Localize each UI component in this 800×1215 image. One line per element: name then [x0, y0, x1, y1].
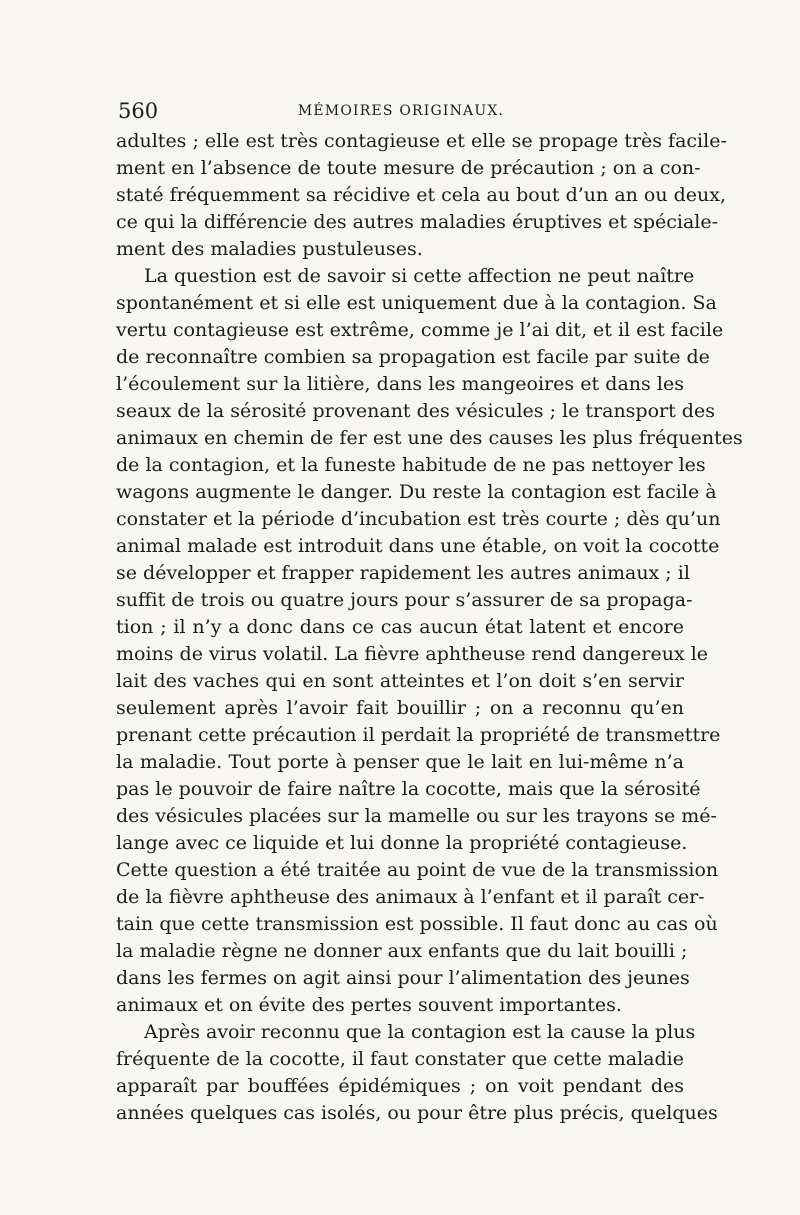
text-line: spontanément et si elle est uniquement due à la contagion. Sa — [116, 292, 717, 314]
running-title: MÉMOIRES ORIGINAUX. — [297, 103, 505, 119]
page-number: 560 — [118, 99, 159, 123]
body-text — [116, 128, 743, 1127]
text-line: constater et la période d’incubation est très courte ; dès qu’un — [116, 508, 721, 530]
text-line: prenant cette précaution il perdait la propriété de transmettre — [116, 724, 721, 746]
text-line: années quelques cas isolés, ou pour être plus précis, quelques — [116, 1102, 718, 1124]
text-line: seaux de la sérosité provenant des vésicules ; le transport des — [116, 400, 715, 422]
text-line: lange avec ce liquide et lui donne la propriété contagieuse. — [116, 832, 688, 854]
text-line: ment des maladies pustuleuses. — [116, 238, 423, 260]
text-line: des vésicules placées sur la mamelle ou sur les trayons se mé- — [116, 805, 717, 827]
text-line: moins de virus volatil. La fièvre aphtheuse rend dangereux le — [116, 643, 709, 665]
text-line: seulement après l’avoir fait bouillir ; on a reconnu qu’en — [116, 697, 684, 719]
text-line: pas le pouvoir de faire naître la cocotte, mais que la sérosité — [116, 778, 701, 800]
text-line: la maladie règne ne donner aux enfants que du lait bouilli ; — [116, 940, 688, 962]
text-line: adultes ; elle est très contagieuse et elle se propage très facile- — [116, 130, 727, 152]
text-line: apparaît par bouffées épidémiques ; on voit pendant des — [116, 1075, 684, 1097]
text-line: tion ; il n’y a donc dans ce cas aucun état latent et encore — [116, 616, 684, 638]
text-line: La question est de savoir si cette affection ne peut naître — [144, 265, 695, 287]
text-line: ce qui la différencie des autres maladies éruptives et spéciale- — [116, 211, 719, 233]
text-line: de reconnaître combien sa propagation est facile par suite de — [116, 346, 710, 368]
text-line: de la contagion, et la funeste habitude de ne pas nettoyer les — [116, 454, 706, 476]
text-line: animaux en chemin de fer est une des causes les plus fréquentes — [116, 427, 743, 449]
text-line: l’écoulement sur la litière, dans les mangeoires et dans les — [116, 373, 684, 395]
text-line: tain que cette transmission est possible. Il faut donc au cas où — [116, 913, 718, 935]
text-line: fréquente de la cocotte, il faut constater que cette maladie — [116, 1048, 684, 1070]
text-line: la maladie. Tout porte à penser que le lait en lui-même n’a — [116, 751, 684, 773]
text-line: se développer et frapper rapidement les autres animaux ; il — [116, 562, 690, 584]
text-line: wagons augmente le danger. Du reste la contagion est facile à — [116, 481, 717, 503]
text-line: lait des vaches qui en sont atteintes et l’on doit s’en servir — [116, 670, 684, 692]
text-line: animal malade est introduit dans une étable, on voit la cocotte — [116, 535, 720, 557]
text-line: dans les fermes on agit ainsi pour l’alimentation des jeunes — [116, 967, 690, 989]
text-line: animaux et on évite des pertes souvent importantes. — [116, 994, 622, 1016]
text-line: ment en l’absence de toute mesure de précaution ; on a con- — [116, 157, 701, 179]
running-head — [118, 96, 684, 126]
text-line: de la fièvre aphtheuse des animaux à l’enfant et il paraît cer- — [116, 886, 705, 908]
text-line: suffit de trois ou quatre jours pour s’assurer de sa propaga- — [116, 589, 693, 611]
text-line: staté fréquemment sa récidive et cela au bout d’un an ou deux, — [116, 184, 727, 206]
text-line: Après avoir reconnu que la contagion est la cause la plus — [144, 1021, 696, 1043]
text-line: Cette question a été traitée au point de vue de la transmission — [116, 859, 719, 881]
text-line: vertu contagieuse est extrême, comme je l’ai dit, et il est facile — [116, 319, 724, 341]
